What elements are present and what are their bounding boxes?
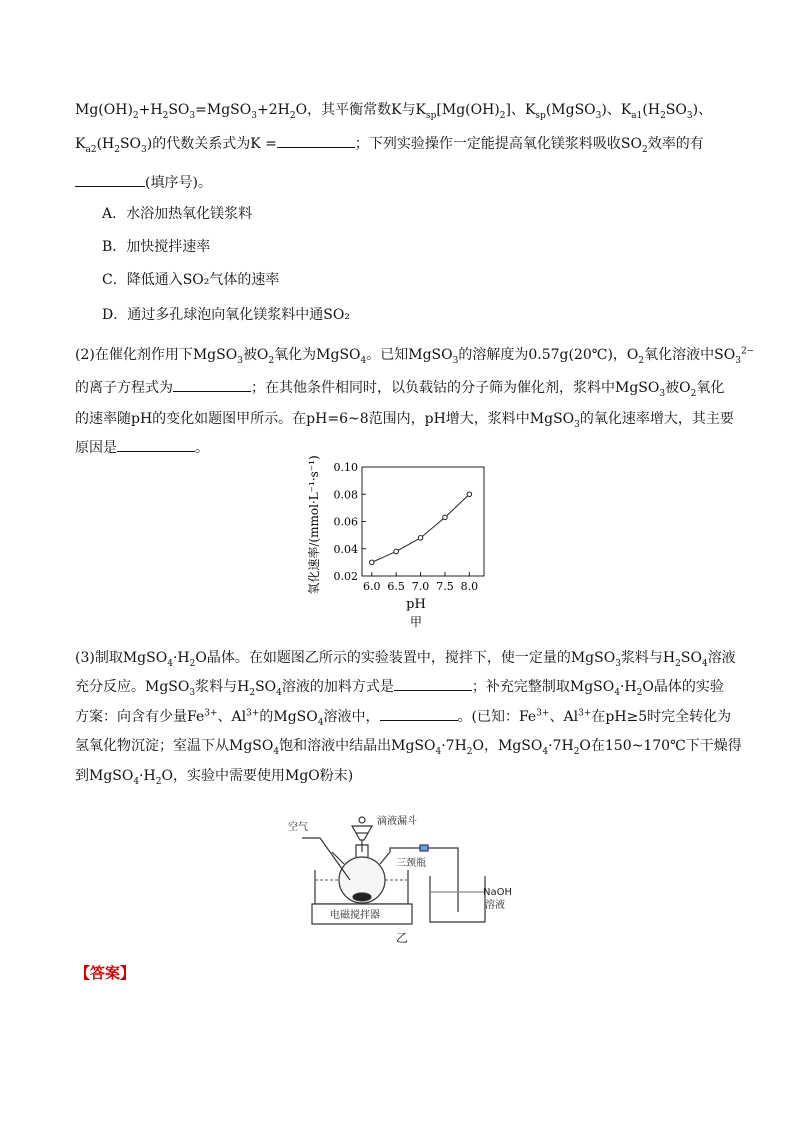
answer-blank[interactable] xyxy=(75,172,145,187)
answer-blank[interactable] xyxy=(394,676,472,691)
chart-frame xyxy=(362,467,484,576)
label-naoh: NaOH xyxy=(483,887,512,898)
q1-option-b: B．加快搅拌速率 xyxy=(102,239,211,255)
chart-ytick-label: 0.02 xyxy=(333,570,358,583)
chart-xtick-label: 6.5 xyxy=(387,580,405,593)
q2-line2: 的离子方程式为 ；在其他条件相同时，以负载钴的分子筛为催化剂，浆料中MgSO$_3$被$O_2$氧化 xyxy=(75,377,724,398)
q2-line4: 原因是 。 xyxy=(75,437,209,458)
q3-line3: 方案：向含有少量$Fe^{3+}$、$Al^{3+}$的MgSO$_4$溶液中， 。(已知：$Fe^{3+}$、$Al^{3+}$在pH≥5时完全转化为 xyxy=(75,706,731,727)
chart-xlabel: pH xyxy=(406,597,426,612)
answer-blank[interactable] xyxy=(173,377,251,392)
chart-xtick-label: 6.0 xyxy=(363,580,381,593)
dropping-funnel xyxy=(352,826,372,852)
chart-ytick-label: 0.10 xyxy=(333,461,358,474)
q1-line1: $Mg(OH)_2+H_2SO_3=MgSO_3+2H_2O$，其平衡常数K与$K_{sp}[Mg(OH)_2]$、$K_{sp}(MgSO_3)$、$K_{a1}(H_2SO_3)$、 xyxy=(75,102,713,121)
answer-label: 【答案】 xyxy=(75,964,136,982)
chart-xtick-label: 7.0 xyxy=(411,580,430,593)
chart-point xyxy=(369,560,374,565)
q2-line1: (2)在催化剂作用下MgSO$_3$被$O_2$氧化为MgSO$_4$。已知MgSO$_3$的溶解度为0.57g(20℃)，$O_2$氧化溶液中$SO_3^{2-}$ xyxy=(75,346,755,366)
label-naoh-solution: 溶液 xyxy=(485,900,505,911)
label-dropping-funnel: 滴液漏斗 xyxy=(377,816,417,827)
chart-ytick-label: 0.04 xyxy=(333,542,358,556)
apparatus-diagram xyxy=(280,800,540,950)
q1-line2: $K_{a2}(H_2SO_3)$的代数关系式为K = ；下列实验操作一定能提高氧化镁浆料吸收$SO_2$效率的有 xyxy=(75,133,704,154)
q3-line5: 到$MgSO_4\cdot H_2O$，实验中需要使用MgO粉末) xyxy=(75,768,354,787)
q2-line3: 的速率随pH的变化如题图甲所示。在pH=6~8范围内，pH增大，浆料中MgSO$_3$的氧化速率增大，其主要 xyxy=(75,411,734,430)
chart-ytick-label: 0.08 xyxy=(333,488,358,502)
q3-line4: 氢氧化物沉淀；室温下从MgSO$_4$饱和溶液中结晶出$MgSO_4\cdot 7H_2O$，$MgSO_4\cdot 7H_2O$在150~170℃下干燥得 xyxy=(75,738,742,757)
oxidation-rate-chart xyxy=(300,455,500,635)
chart-point xyxy=(467,492,472,497)
label-stirrer: 电磁搅拌器 xyxy=(330,910,380,921)
chart-point xyxy=(418,536,423,541)
q3-line2: 充分反应。MgSO$_3$浆料与$H_2SO_4$溶液的加料方式是 ；补充完整制取$MgSO_4\cdot H_2O$晶体的实验 xyxy=(75,676,724,697)
q1-option-a: A．水浴加热氧化镁浆料 xyxy=(102,206,253,222)
chart-caption: 甲 xyxy=(409,615,423,629)
chart-series-line xyxy=(372,494,470,562)
answer-blank[interactable] xyxy=(380,706,458,721)
chart-point xyxy=(394,549,399,554)
q3-line1: (3)制取$MgSO_4\cdot H_2O$晶体。在如题图乙所示的实验装置中，搅拌下，使一定量的MgSO$_3$浆料与$H_2SO_4$溶液 xyxy=(75,650,736,669)
chart-xtick-label: 7.5 xyxy=(436,580,454,593)
chart-ytick-label: 0.06 xyxy=(333,515,358,529)
chart-point xyxy=(443,515,448,520)
label-flask: 三颈瓶 xyxy=(396,858,426,869)
answer-blank[interactable] xyxy=(277,133,355,148)
label-air: 空气 xyxy=(288,822,308,833)
answer-blank[interactable] xyxy=(117,437,195,452)
q1-option-c: C．降低通入SO₂气体的速率 xyxy=(102,272,280,288)
chart-ylabel: 氧化速率/(mmol·L⁻¹·s⁻¹) xyxy=(307,455,321,595)
apparatus-caption: 乙 xyxy=(396,931,409,945)
chart-xtick-label: 8.0 xyxy=(460,580,479,593)
q1-option-d: D．通过多孔球泡向氧化镁浆料中通SO₂ xyxy=(102,307,350,323)
q1-line3: (填序号)。 xyxy=(75,172,212,193)
